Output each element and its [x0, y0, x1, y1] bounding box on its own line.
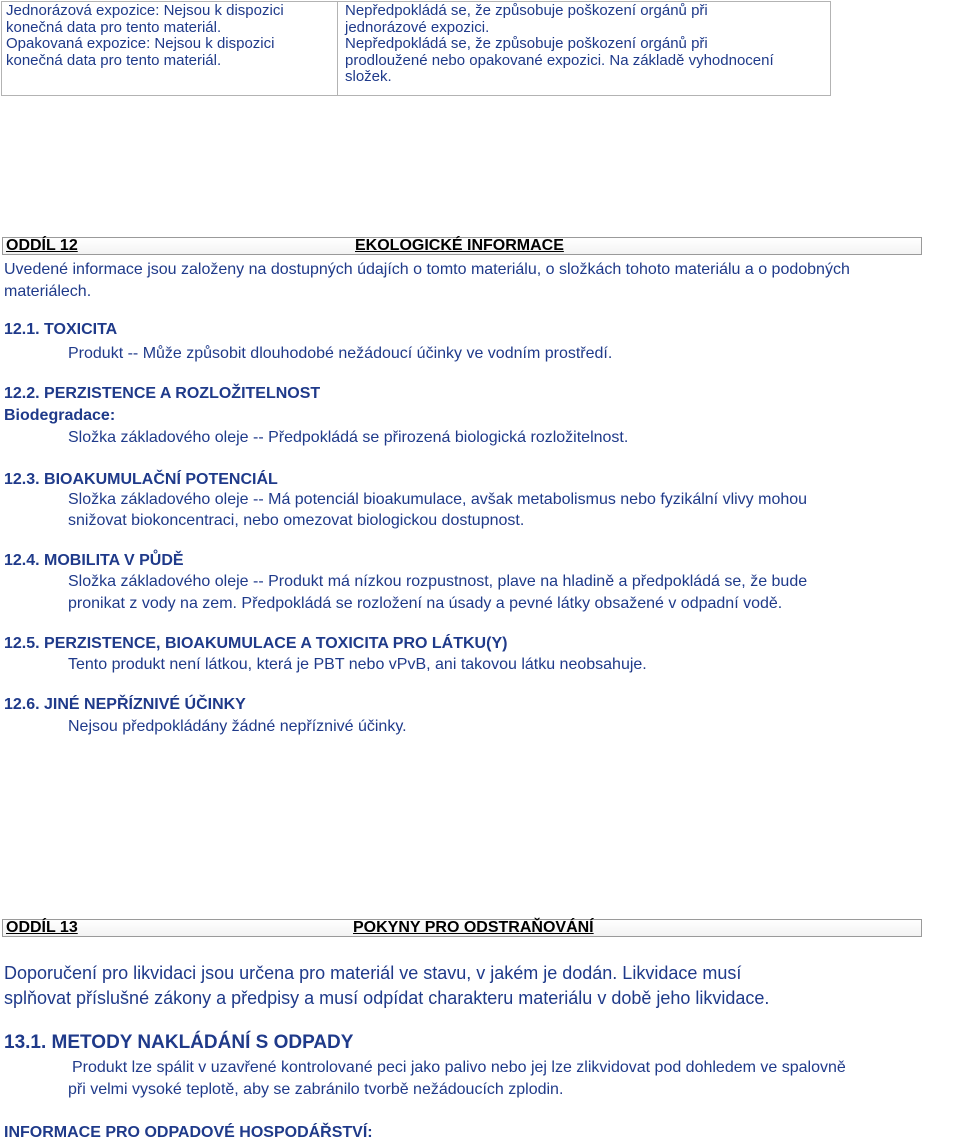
section-12-label: ODDÍL 12: [6, 237, 78, 254]
subsection-subheading: Biodegradace:: [4, 407, 116, 424]
subsection-heading: 12.6. JINÉ NEPŘÍZNIVÉ ÚČINKY: [4, 696, 246, 713]
table-cell-line: prodloužené nebo opakované expozici. Na základě vyhodnocení: [345, 51, 774, 69]
section-12-title: EKOLOGICKÉ INFORMACE: [355, 237, 564, 254]
subsection-heading: 12.2. PERZISTENCE A ROZLOŽITELNOST: [4, 385, 321, 402]
subsection-text: Složka základového oleje -- Produkt má nízkou rozpustnost, plave na hladině a předpokládá se, že bude: [68, 573, 808, 590]
table-cell-line: Nepředpokládá se, že způsobuje poškození orgánů při: [345, 2, 708, 19]
section-13-label: ODDÍL 13: [6, 919, 78, 936]
section-13-intro-line: Doporučení pro likvidaci jsou určena pro materiál ve stavu, v jakém je dodán. Likvidace musí: [4, 963, 742, 983]
subsection-heading: 13.1. METODY NAKLÁDÁNÍ S ODPADY: [4, 1032, 354, 1053]
table-cell-line: složek.: [345, 68, 392, 85]
waste-info-heading: INFORMACE PRO ODPADOVÉ HOSPODÁŘSTVÍ:: [4, 1124, 373, 1141]
subsection-heading: 12.4. MOBILITA V PŮDĚ: [4, 552, 184, 569]
table-cell-assessment: [345, 3, 774, 86]
toxicity-table: [1, 1, 831, 96]
subsection-text: Tento produkt není látkou, která je PBT nebo vPvB, ani takovou látku neobsahuje.: [68, 656, 647, 673]
subsection-heading: 12.5. PERZISTENCE, BIOAKUMULACE A TOXICITA PRO LÁTKU(Y): [4, 635, 508, 652]
table-cell-line: Opakovaná expozice: Nejsou k dispozici: [6, 35, 275, 52]
section-12-intro-line: Uvedené informace jsou založeny na dostupných údajích o tomto materiálu, o složkách tohoto materiálu a o podobných: [4, 261, 850, 278]
subsection-text: Produkt -- Může způsobit dlouhodobé nežádoucí účinky ve vodním prostředí.: [68, 345, 613, 362]
section-13-header: [2, 919, 922, 937]
table-cell-line: konečná data pro tento materiál.: [6, 18, 222, 36]
subsection-text: při velmi vysoké teplotě, aby se zabránilo tvorbě nežádoucích zplodin.: [68, 1081, 564, 1098]
subsection-text: Složka základového oleje -- Má potenciál bioakumulace, avšak metabolismus nebo fyzikální vlivy mohou: [68, 491, 808, 508]
section-13-title: POKYNY PRO ODSTRAŇOVÁNÍ: [353, 919, 594, 936]
subsection-text: Produkt lze spálit v uzavřené kontrolované peci jako palivo nebo jej lze zlikvidovat pod dohledem ve spalovně: [72, 1059, 846, 1076]
section-13-intro-line: splňovat příslušné zákony a předpisy a musí odpídat charakteru materiálu v době jeho likvidace.: [4, 988, 770, 1008]
section-12-intro-line: materiálech.: [4, 283, 92, 300]
table-cell-line: konečná data pro tento materiál.: [6, 51, 222, 69]
subsection-text: snižovat biokoncentraci, nebo omezovat biologickou dostupnost.: [68, 512, 525, 529]
table-divider: [337, 2, 338, 95]
section-12-header: [2, 237, 922, 255]
subsection-heading: 12.1. TOXICITA: [4, 321, 118, 338]
subsection-text: Nejsou předpokládány žádné nepříznivé účinky.: [68, 718, 407, 735]
table-cell-line: Jednorázová expozice: Nejsou k dispozici: [6, 2, 284, 19]
subsection-text: Složka základového oleje -- Předpokládá se přirozená biologická rozložitelnost.: [68, 429, 629, 446]
subsection-heading: 12.3. BIOAKUMULAČNÍ POTENCIÁL: [4, 471, 278, 488]
subsection-text: pronikat z vody na zem. Předpokládá se rozložení na úsady a pevné látky obsažené v odpadní vodě.: [68, 595, 783, 612]
table-cell-line: jednorázové expozici.: [345, 18, 490, 36]
table-cell-exposure: [6, 3, 284, 69]
table-cell-line: Nepředpokládá se, že způsobuje poškození orgánů při: [345, 35, 708, 52]
